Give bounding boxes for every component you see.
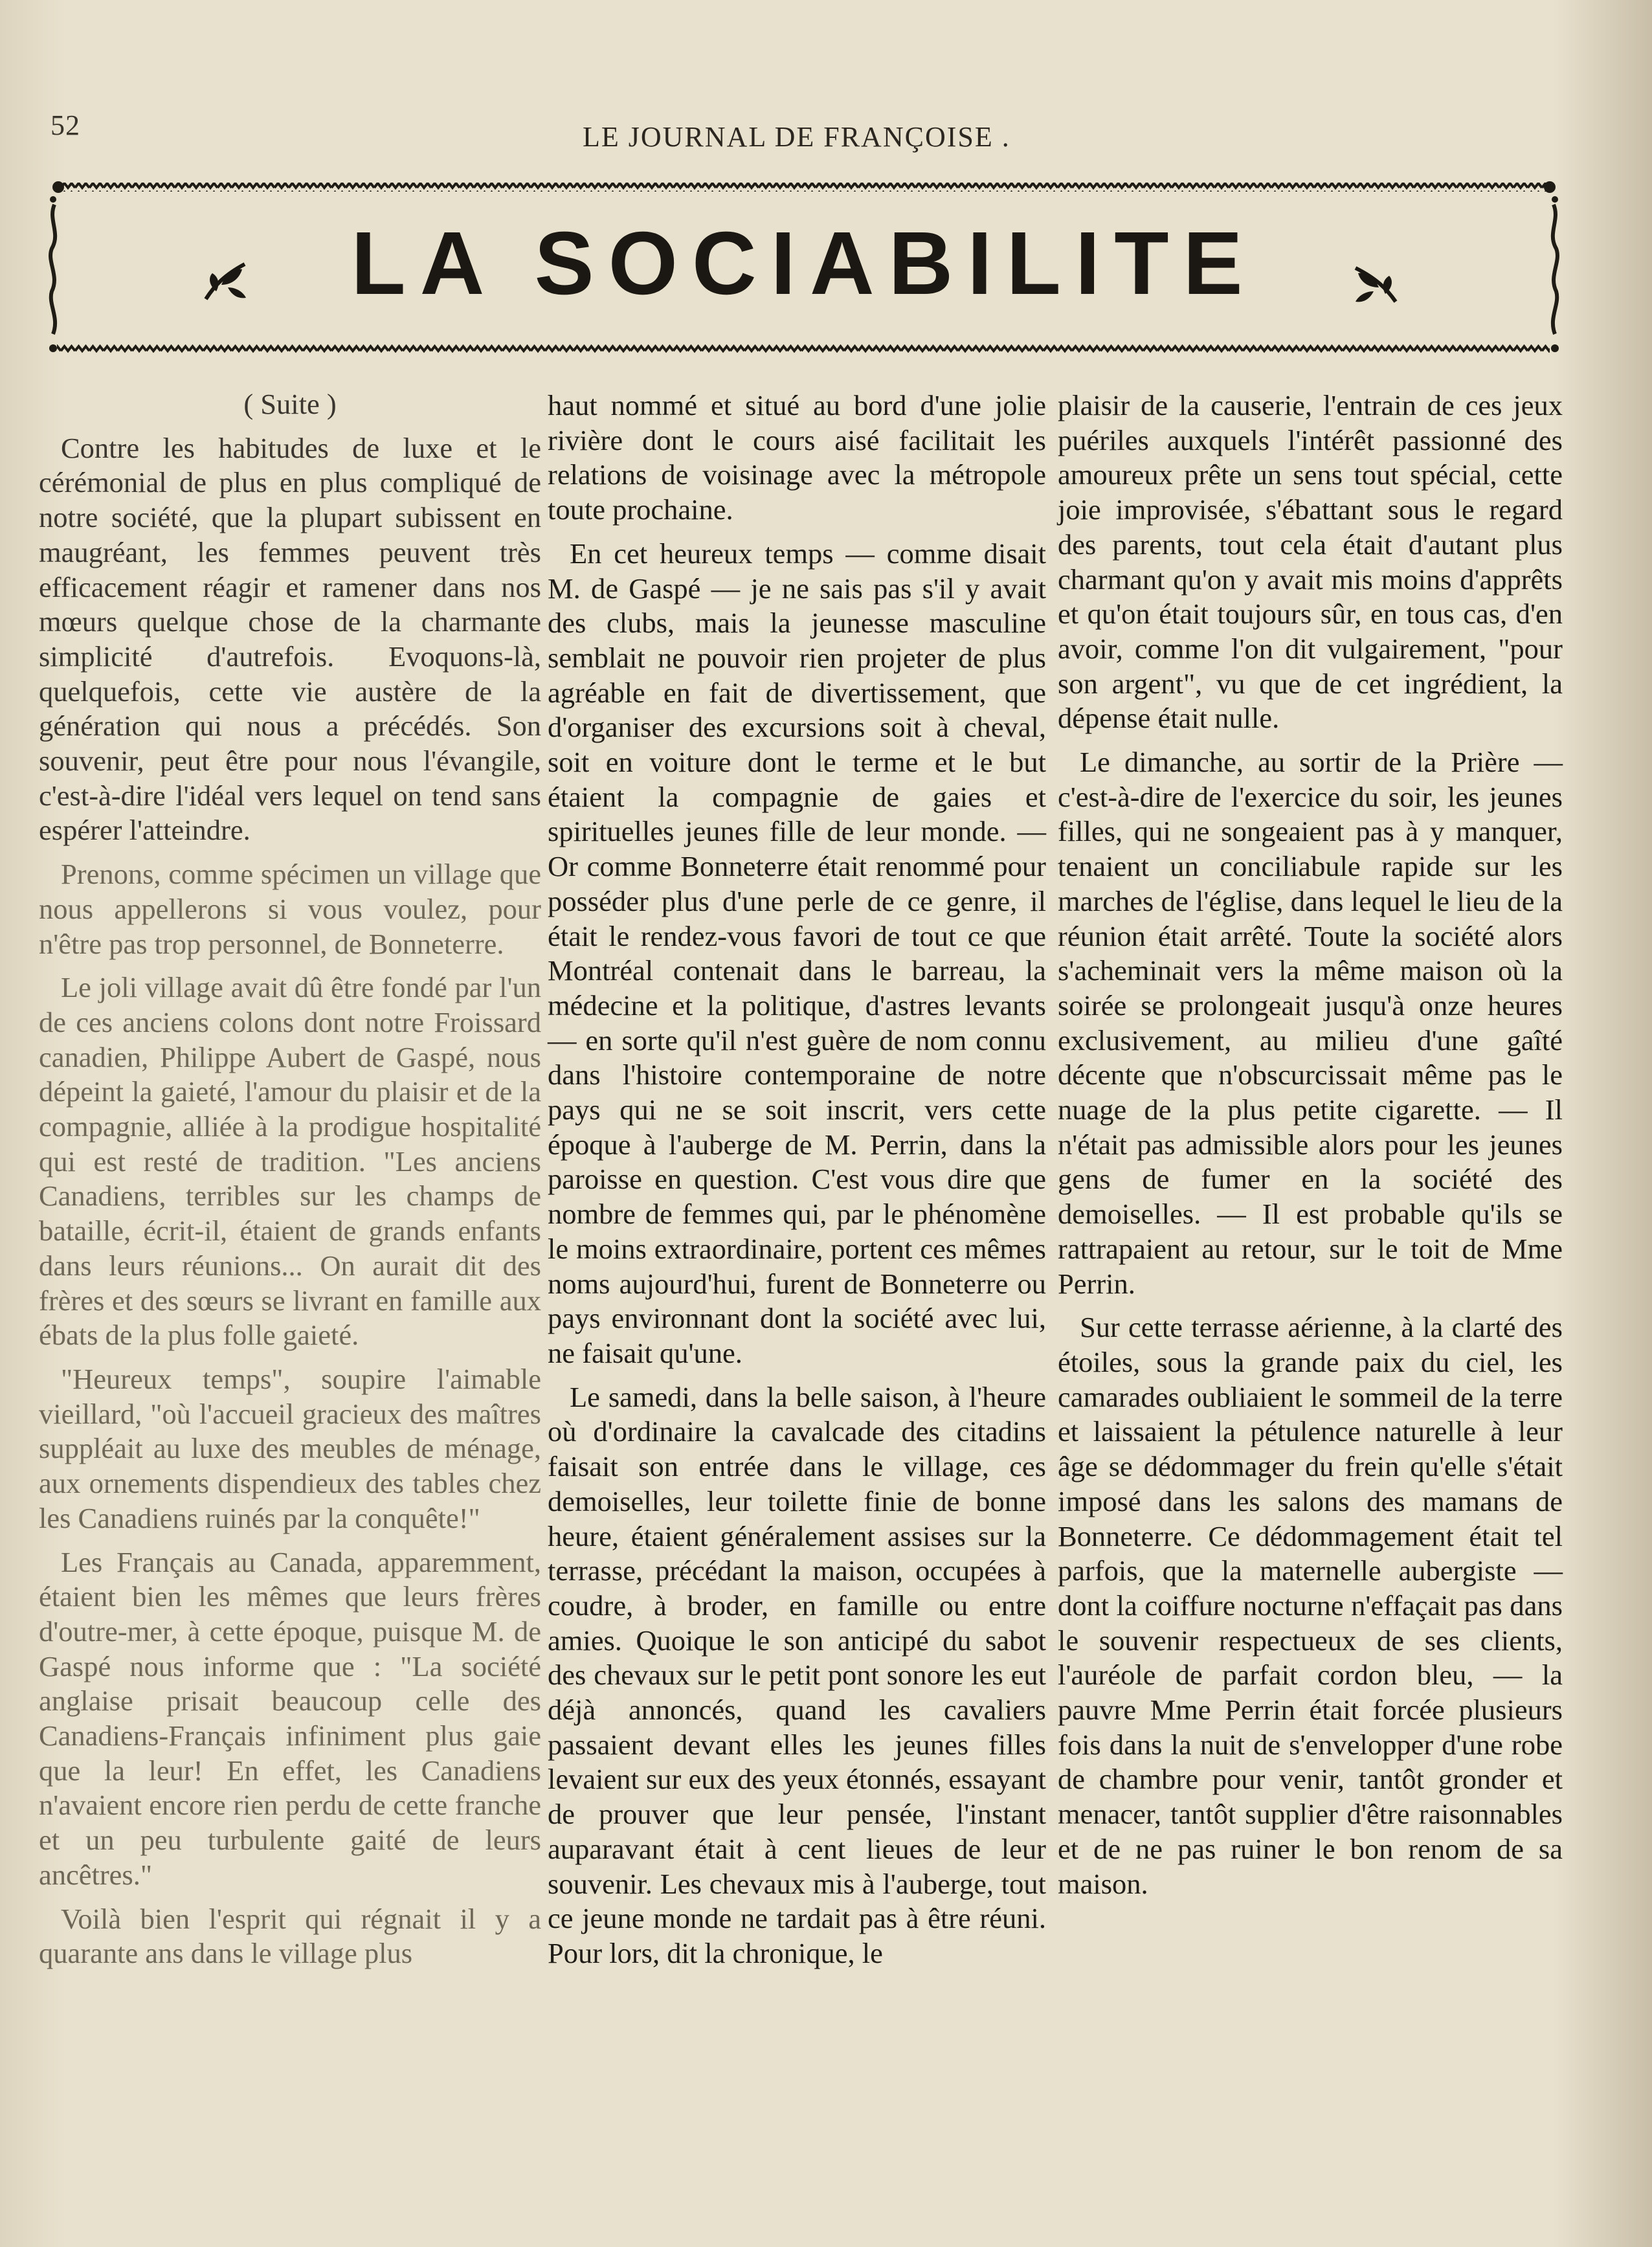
paragraph: Le dimanche, au sortir de la Prière — c'est-à-dire de l'exercice du soir, les jeunes filles, qui ne songeaient pas à y manquer, tenaient un conciliabule rapide sur les marches de l'église, dans lequel le lieu de la réunion était arrêté. Toute la société alors s'acheminait vers la même maison où la soirée se prolongeait jusqu'à onze heures exclusivement, au milieu d'une gaîté décente que n'obscurcissait même pas le nuage de la plus petite cigarette. — Il n'était pas admissible alors pour les jeunes gens de fumer en la société des demoiselles. — Il est probable qu'ils se rattrapaient au retour, sur le toit de Mme Perrin. bbox=[1058, 746, 1563, 1300]
article-column-1 bbox=[39, 387, 541, 1971]
paragraph: Les Français au Canada, apparemment, étaient bien les mêmes que leurs frères d'outre-mer, à cette époque, puisque M. de Gaspé nous informe que : "La société anglaise prisait beaucoup celle des Canadiens-Français infiniment plus gaie que la leur! En effet, les Canadiens n'avaient encore rien perdu de cette franche et un peu turbulente gaité de leurs ancêtres." bbox=[39, 1545, 541, 1891]
article-column-2 bbox=[548, 388, 1046, 1971]
paragraph: haut nommé et situé au bord d'une jolie rivière dont le cours aisé facilitait les relations de voisinage avec la métropole toute prochaine. bbox=[548, 389, 1046, 526]
paragraph: plaisir de la causerie, l'entrain de ces jeux puériles auxquels l'intérêt passionné des amoureux prête un sens tout spécial, cette joie improvisée, s'ébattant sous le regard des parents, tout cela était d'autant plus charmant qu'on y avait mis moins d'apprêts et qu'on était toujours sûr, en tous cas, d'en avoir, comme l'on dit vulgairement, "pour son argent", vu que de cet ingrédient, la dépense était nulle. bbox=[1058, 389, 1563, 735]
paragraph: Le joli village avait dû être fondé par l'un de ces anciens colons dont notre Froissard canadien, Philippe Aubert de Gaspé, nous dépeint la gaieté, l'amour du plaisir et de la compagnie, alliée à la prodigue hospitalité qui est resté de tradition. "Les anciens Canadiens, terribles sur les champs de bataille, écrit-il, étaient de grands enfants dans leurs réunions... On aurait dit des frères et des sœurs se livrant en famille aux ébats de la plus folle gaieté. bbox=[39, 971, 541, 1352]
paragraph: Voilà bien l'esprit qui régnait il y a quarante ans dans le village plus bbox=[39, 1902, 541, 1970]
paragraph: Le samedi, dans la belle saison, à l'heure où d'ordinaire la cavalcade des citadins faisait son entrée dans le village, ces demoiselles, leur toilette finie de bonne heure, étaient généralement assises sur la terrasse, précédant la maison, occupées à coudre, à broder, en famille ou entre amies. Quoique le son anticipé du sabot des chevaux sur le petit pont sonore les eut déjà annoncés, quand les cavaliers passaient devant elles les jeunes filles levaient sur eux des yeux étonnés, essayant de prouver que leur pensée, l'instant auparavant était à cent lieues de leur souvenir. Les chevaux mis à l'auberge, tout ce jeune monde ne tardait pas à être réuni. Pour lors, dit la chronique, le bbox=[548, 1380, 1046, 1969]
continuation-label: ( Suite ) bbox=[243, 388, 337, 420]
paragraph: "Heureux temps", soupire l'aimable vieillard, "où l'accueil gracieux des maîtres suppléait au luxe des meubles de ménage, aux ornements dispendieux des tables chez les Canadiens ruinés par la conquête!" bbox=[39, 1362, 541, 1534]
page-number: 52 bbox=[50, 109, 80, 141]
paragraph: Prenons, comme spécimen un village que nous appellerons si vous voulez, pour n'être pas trop personnel, de Bonneterre. bbox=[39, 858, 541, 960]
paragraph: Sur cette terrasse aérienne, à la clarté des étoiles, sous la grande paix du ciel, les camarades oubliaient le sommeil de la terre et laissaient la pétulence naturelle à leur âge se dédommager du frein qu'elle s'était imposé dans les salons des mamans de Bonneterre. Ce dédommagement était tel parfois, que la maternelle aubergiste — dont la coiffure nocturne n'effaçait pas dans le souvenir respectueux de ses clients, l'auréole de parfait cordon bleu, — la pauvre Mme Perrin était forcée plusieurs fois dans la nuit de s'envelopper d'une robe de chambre pour venir, tantôt gronder et menacer, tantôt supplier d'être raisonnables et de ne pas ruiner le bon renom de sa maison. bbox=[1058, 1311, 1563, 1900]
article-title: LA SOCIABILITE bbox=[351, 214, 1257, 313]
running-head: LE JOURNAL DE FRANÇOISE . bbox=[583, 121, 1010, 153]
title-frame bbox=[47, 181, 1561, 357]
paragraph: Contre les habitudes de luxe et le cérémonial de plus en plus compliqué de notre société, que la plupart subissent en maugréant, les femmes peuvent très efficacement réagir et ramener dans nos mœurs quelque chose de la charmante simplicité d'autrefois. Evoquons-là, quelquefois, cette vie austère de la génération qui nous a précédés. Son souvenir, peut être pour nous l'évangile, c'est-à-dire l'idéal vers lequel on tend sans espérer l'atteindre. bbox=[39, 431, 541, 847]
article-column-3 bbox=[1058, 388, 1563, 1901]
paragraph: En cet heureux temps — comme disait M. de Gaspé — je ne sais pas s'il y avait des clubs, mais la jeunesse masculine semblait ne pouvoir rien projeter de plus agréable en fait de divertissement, que d'organiser des excursions soit à cheval, soit en voiture dont le terme et le but étaient la compagnie de gaies et spirituelles jeunes fille de leur monde. — Or comme Bonneterre était renommé pour posséder plus d'une perle de ce genre, il était le rendez-vous favori de tout ce que Montréal contenait dans le barreau, la médecine et la politique, d'astres levants — en sorte qu'il n'est guère de nom connu dans l'histoire contemporaine de notre pays qui ne se soit inscrit, vers cette époque à l'auberge de M. Perrin, dans la paroisse en question. C'est vous dire que nombre de femmes qui, par le phénomène le moins extraordinaire, portent ces mêmes noms aujourd'hui, furent de Bonneterre ou pays environnant dont la société avec lui, ne faisait qu'une. bbox=[548, 537, 1046, 1369]
